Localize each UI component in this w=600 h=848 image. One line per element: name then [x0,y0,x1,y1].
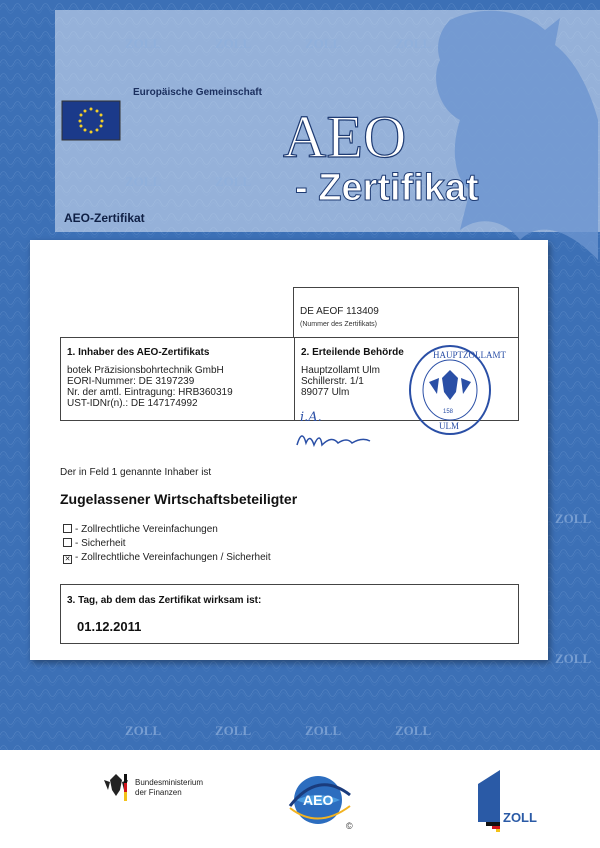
authority-line: 89077 Ulm [301,387,350,398]
watermark-text: ZOLL [395,36,432,51]
options-list [63,523,271,565]
date-heading: 3. Tag, ab dem das Zertifikat wirksam ist: [67,595,262,606]
zoll-logo-text: ZOLL [503,810,537,825]
option-label: - Zollrechtliche Vereinfachungen / Sicherheit [75,552,271,563]
authority-line: Schillerstr. 1/1 [301,376,364,387]
holder-line: UST-IDNr(n).: DE 147174992 [67,398,198,409]
intro-text: Der in Feld 1 genannte Inhaber ist [60,467,212,478]
seal-number: 158 [443,409,454,415]
checkbox [63,538,72,547]
seal-text: HAUPTZOLLAMT [433,350,506,360]
holder-line: EORI-Nummer: DE 3197239 [67,376,195,387]
holder-line: botek Präzisionsbohrtechnik GmbH [67,365,224,376]
watermark-text: ZOLL [305,36,342,51]
watermark-text: ZOLL [125,174,162,189]
authority-section [301,347,404,398]
authority-line: Hauptzollamt Ulm [301,365,380,376]
community-label: Europäische Gemeinschaft [133,87,262,98]
aeo-big-title: AEO [283,104,407,170]
option-item [63,537,271,551]
certificate-number: DE AEOF 113409 [300,306,379,317]
option-label: - Sicherheit [75,538,126,549]
watermark-text: ZOLL [555,511,592,526]
zertifikat-big-title: - Zertifikat [295,167,479,209]
watermark-text: ZOLL [215,174,252,189]
watermark-text: ZOLL [215,723,252,738]
certificate-card [30,240,548,660]
certificate-label: AEO-Zertifikat [64,211,145,225]
option-item [63,523,271,537]
option-item [63,551,271,565]
ministry-line1: Bundesministerium [135,778,204,787]
effective-date-box [60,584,519,644]
column-divider [294,337,295,421]
effective-date: 01.12.2011 [77,619,142,634]
eu-flag-icon [62,101,120,140]
signature-scribble [292,423,382,451]
certificate-number-box [293,287,519,338]
holder-line: Nr. der amtl. Eintragung: HRB360319 [67,387,233,398]
watermark-text: ZOLL [555,651,592,666]
watermark-text: ZOLL [215,36,252,51]
copyright-mark: © [346,821,353,831]
holder-heading: 1. Inhaber des AEO-Zertifikats [67,347,210,358]
watermark-text: ZOLL [125,723,162,738]
watermark-text: ZOLL [305,723,342,738]
authority-heading: 2. Erteilende Behörde [301,347,404,358]
holder-section [67,347,233,409]
signature-prefix: i.A. [300,410,322,425]
checkbox-checked: ✕ [64,556,71,563]
option-label: - Zollrechtliche Vereinfachungen [75,524,218,535]
seal-city: ULM [439,421,459,431]
aeo-logo-text: AEO [303,792,334,808]
seal-icon [405,340,506,438]
ministry-line2: der Finanzen [135,788,182,797]
certificate-number-note: (Nummer des Zertifikats) [300,321,378,328]
checkbox [63,524,72,533]
status-title: Zugelassener Wirtschaftsbeteiligter [60,491,298,507]
watermark-text: ZOLL [395,723,432,738]
watermark-text: ZOLL [125,36,162,51]
